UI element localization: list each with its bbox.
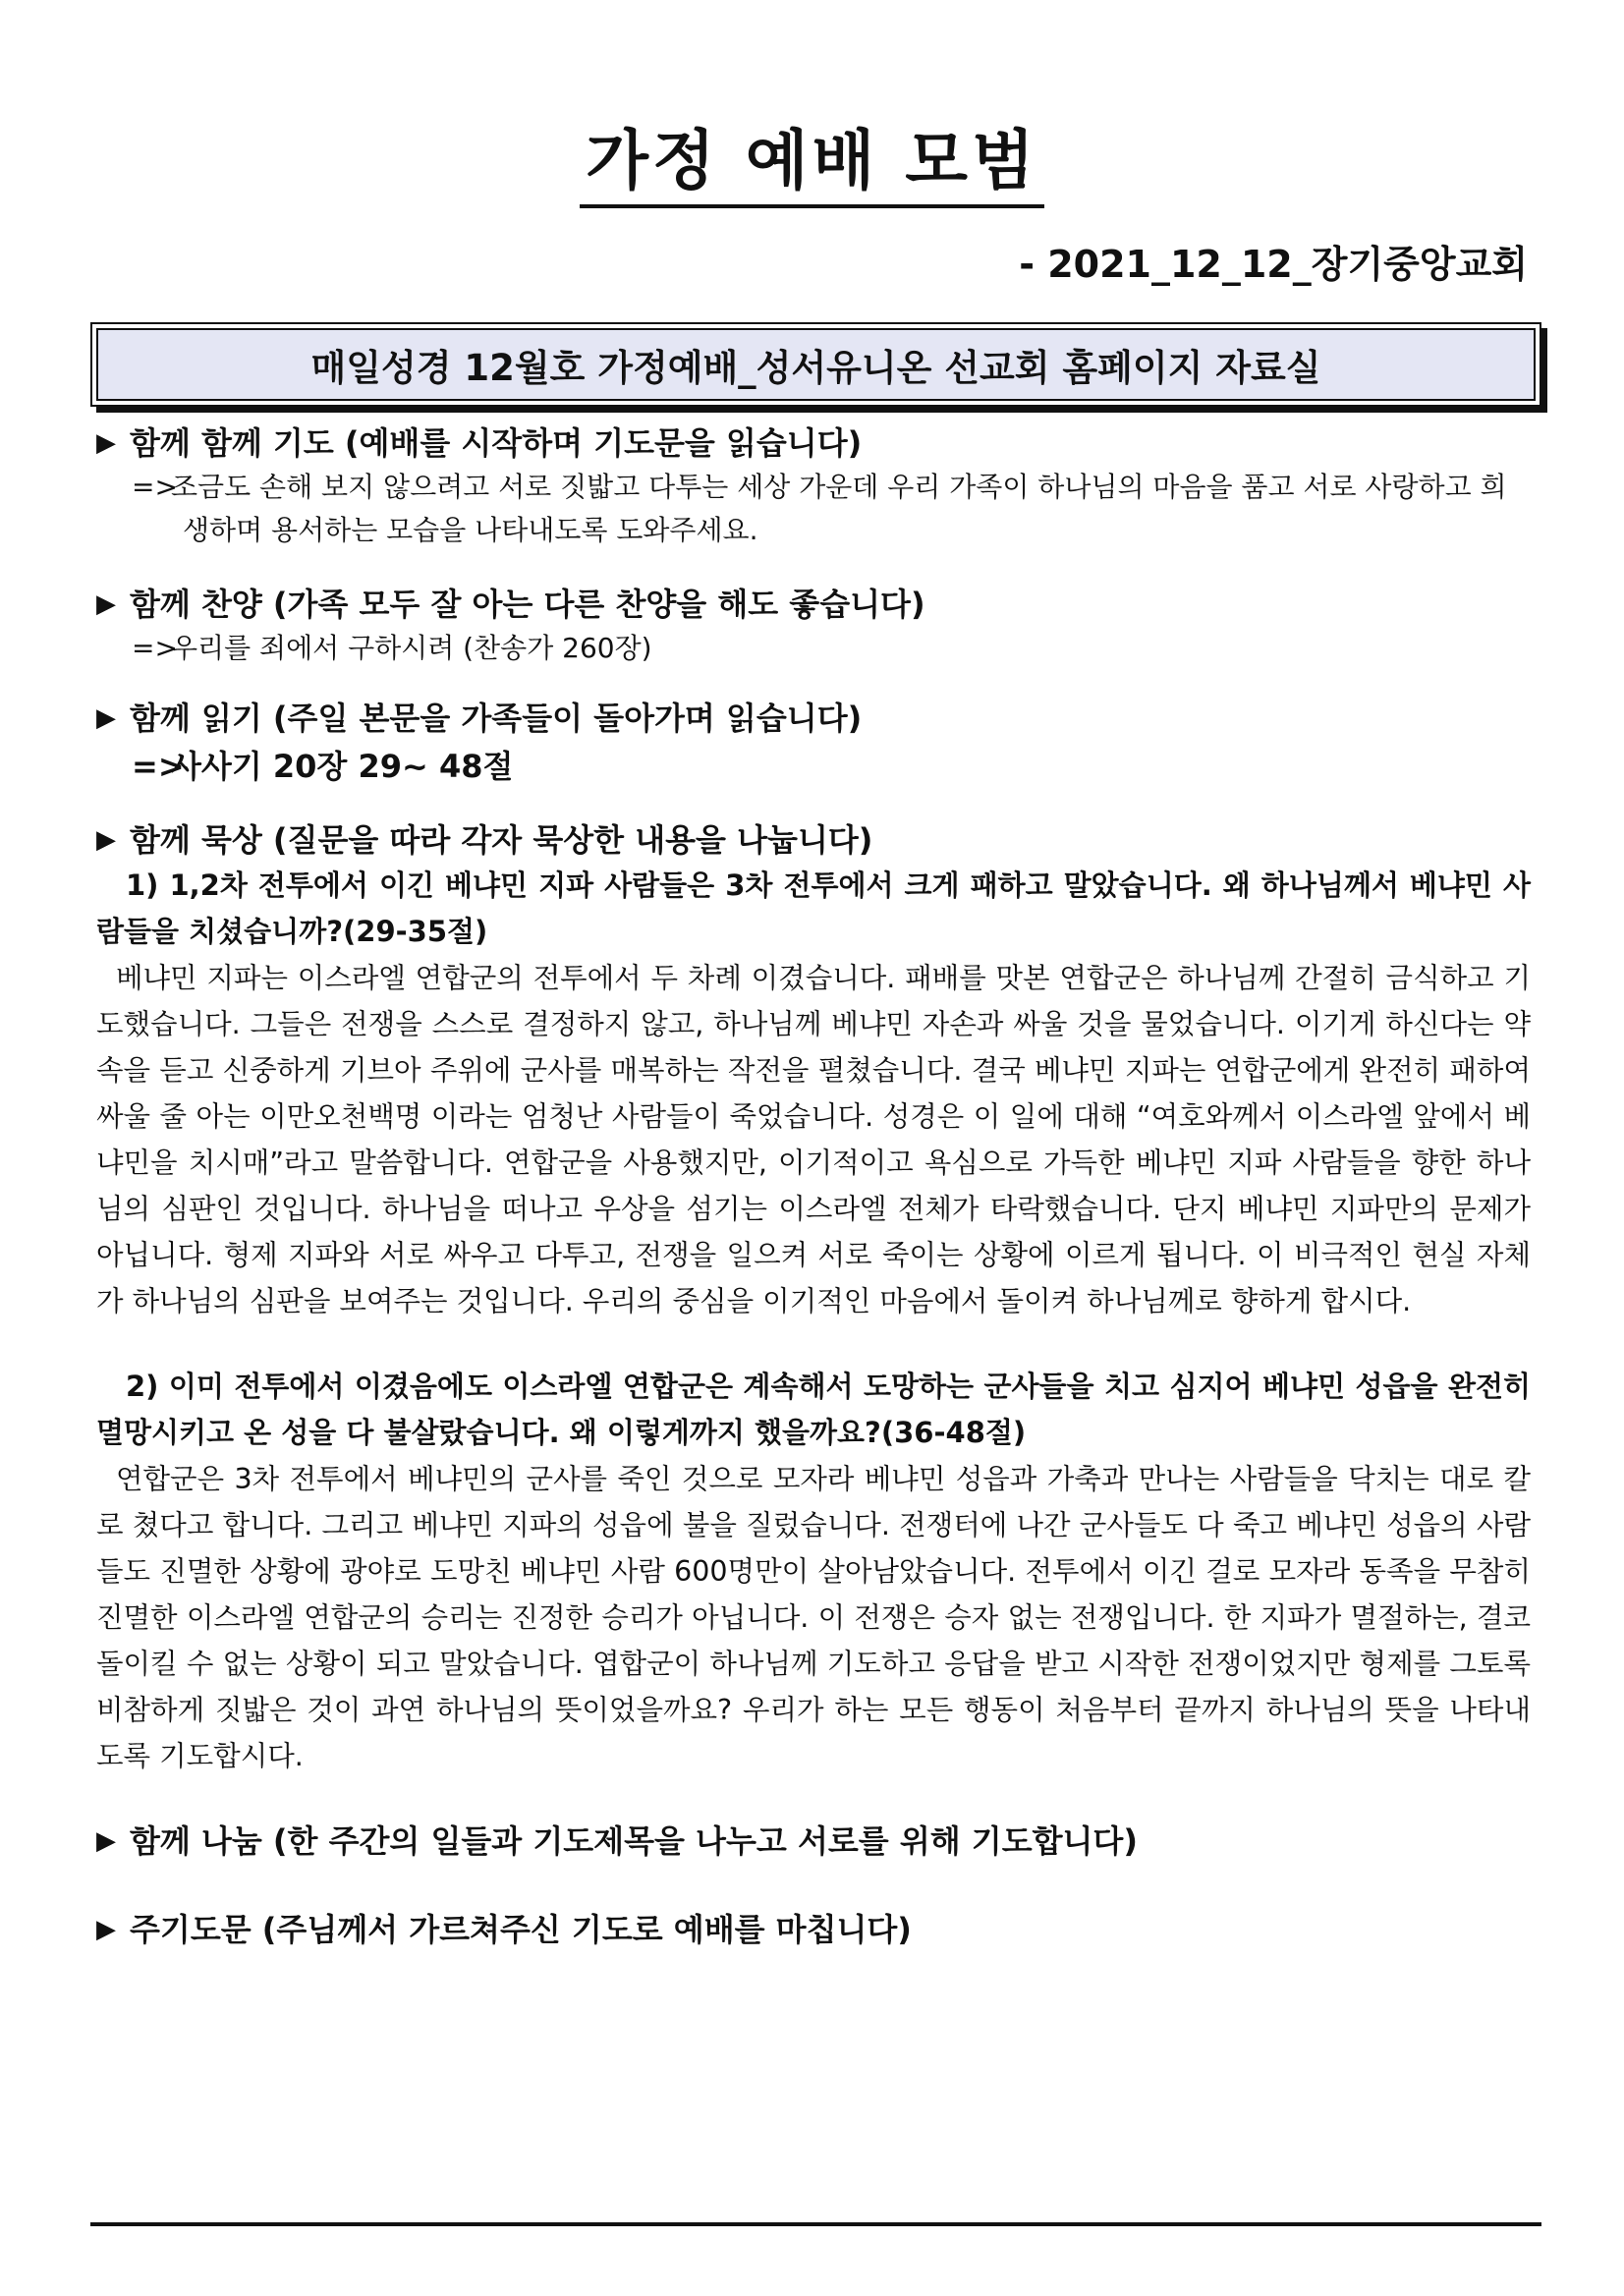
double-arrow-icon: => [132, 471, 178, 503]
section-heading: 함께 묵상 (질문을 따라 각자 묵상한 내용을 나눕니다) [130, 821, 873, 859]
triangle-right-icon: ▶ [96, 1915, 116, 1944]
section-prayer [96, 420, 1531, 552]
triangle-right-icon: ▶ [96, 1826, 116, 1856]
section-heading: 함께 찬양 (가족 모두 잘 아는 다른 찬양을 해도 좋습니다) [130, 586, 925, 623]
section-heading: 함께 함께 기도 (예배를 시작하며 기도문을 읽습니다) [130, 424, 863, 462]
source-banner [90, 322, 1541, 407]
prayer-text: 조금도 손해 보지 않으려고 서로 짓밟고 다투는 세상 가운데 우리 가족이 하나님의 마음을 품고 서로 사랑하고 희생하며 용서하는 모습을 나타내도록 도와주세요. [171, 471, 1507, 546]
triangle-right-icon: ▶ [96, 703, 116, 733]
section-heading: 함께 나눔 (한 주간의 일들과 기도제목을 나누고 서로를 위해 기도합니다) [130, 1822, 1138, 1860]
source-banner-text: 매일성경 12월호 가정예배_성서유니온 선교회 홈페이지 자료실 [96, 328, 1536, 401]
date-church-line: - 2021_12_12_장기중앙교회 [1019, 243, 1528, 286]
question-2: 2) 이미 전투에서 이겼음에도 이스라엘 연합군은 계속해서 도망하는 군사들을 치고 심지어 베냐민 성읍을 완전히 멸망시키고 온 성을 다 불살랐습니다. 왜 이렇게까지 했을까요?(36-48절) [96, 1370, 1531, 1449]
triangle-right-icon: ▶ [96, 589, 116, 619]
page-title: 가정 예배 모범 [0, 108, 1624, 201]
worship-content [96, 420, 1531, 1952]
question-1: 1) 1,2차 전투에서 이긴 베냐민 지파 사람들은 3차 전투에서 크게 패하고 말았습니다. 왜 하나님께서 베냐민 사람들을 치셨습니까?(29-35절) [96, 868, 1531, 948]
section-praise [96, 582, 1531, 670]
answer-1: 베냐민 지파는 이스라엘 연합군의 전투에서 두 차례 이겼습니다. 패배를 맛본 연합군은 하나님께 간절히 금식하고 기도했습니다. 그들은 전쟁을 스스로 결정하지 않고, 하나님께 베냐민 자손과 싸울 것을 물었습니다. 이기게 하신다는 약속을 듣고 신중하게 기브아 주위에 군사를 매복하는 작전을 펼쳤습니다. 결국 베냐민 지파는 연합군에게 완전히 패하여 싸울 줄 아는 이만오천백명 이라는 엄청난 사람들이 죽었습니다. 성경은 이 일에 대해 “여호와께서 이스라엘 앞에서 베냐민을 치시매”라고 말씀합니다. 연합군을 사용했지만, 이기적이고 욕심으로 가득한 베냐민 지파 사람들을 향한 하나님의 심판인 것입니다. 하나님을 떠나고 우상을 섬기는 이스라엘 전체가 타락했습니다. 단지 베냐민 지파만의 문제가 아닙니다. 형제 지파와 서로 싸우고 다투고, 전쟁을 일으켜 서로 죽이는 상황에 이르게 됩니다. 이 비극적인 현실 자체가 하나님의 심판을 보여주는 것입니다. 우리의 중심을 이기적인 마음에서 돌이켜 하나님께로 향하게 합시다. [96, 962, 1531, 1317]
section-reading [96, 696, 1531, 792]
triangle-right-icon: ▶ [96, 428, 116, 458]
double-arrow-icon: => [132, 632, 178, 664]
double-arrow-icon: => [132, 748, 185, 785]
bottom-divider [90, 2222, 1541, 2226]
section-meditation [96, 817, 1531, 1779]
section-heading: 주기도문 (주님께서 가르쳐주신 기도로 예배를 마칩니다) [130, 1911, 912, 1948]
section-lords-prayer [96, 1907, 1531, 1952]
section-sharing [96, 1819, 1531, 1864]
scripture-reference: 사사기 20장 29~ 48절 [171, 748, 514, 785]
answer-2: 연합군은 3차 전투에서 베냐민의 군사를 죽인 것으로 모자라 베냐민 성읍과 가축과 만나는 사람들을 닥치는 대로 칼로 쳤다고 합니다. 그리고 베냐민 지파의 성읍에 불을 질렀습니다. 전쟁터에 나간 군사들도 다 죽고 베냐민 성읍의 사람들도 진멸한 상황에 광야로 도망친 베냐민 사람 600명만이 살아남았습니다. 전투에서 이긴 걸로 모자라 동족을 무참히 진멸한 이스라엘 연합군의 승리는 진정한 승리가 아닙니다. 이 전쟁은 승자 없는 전쟁입니다. 한 지파가 멸절하는, 결코 돌이킬 수 없는 상황이 되고 말았습니다. 엽합군이 하나님께 기도하고 응답을 받고 시작한 전쟁이었지만 형제를 그토록 비참하게 짓밟은 것이 과연 하나님의 뜻이었을까요? 우리가 하는 모든 행동이 처음부터 끝까지 하나님의 뜻을 나타내도록 기도합시다. [96, 1463, 1531, 1772]
hymn-text: 우리를 죄에서 구하시려 (찬송가 260장) [171, 632, 652, 664]
triangle-right-icon: ▶ [96, 825, 116, 855]
section-heading: 함께 읽기 (주일 본문을 가족들이 돌아가며 읽습니다) [130, 700, 863, 737]
